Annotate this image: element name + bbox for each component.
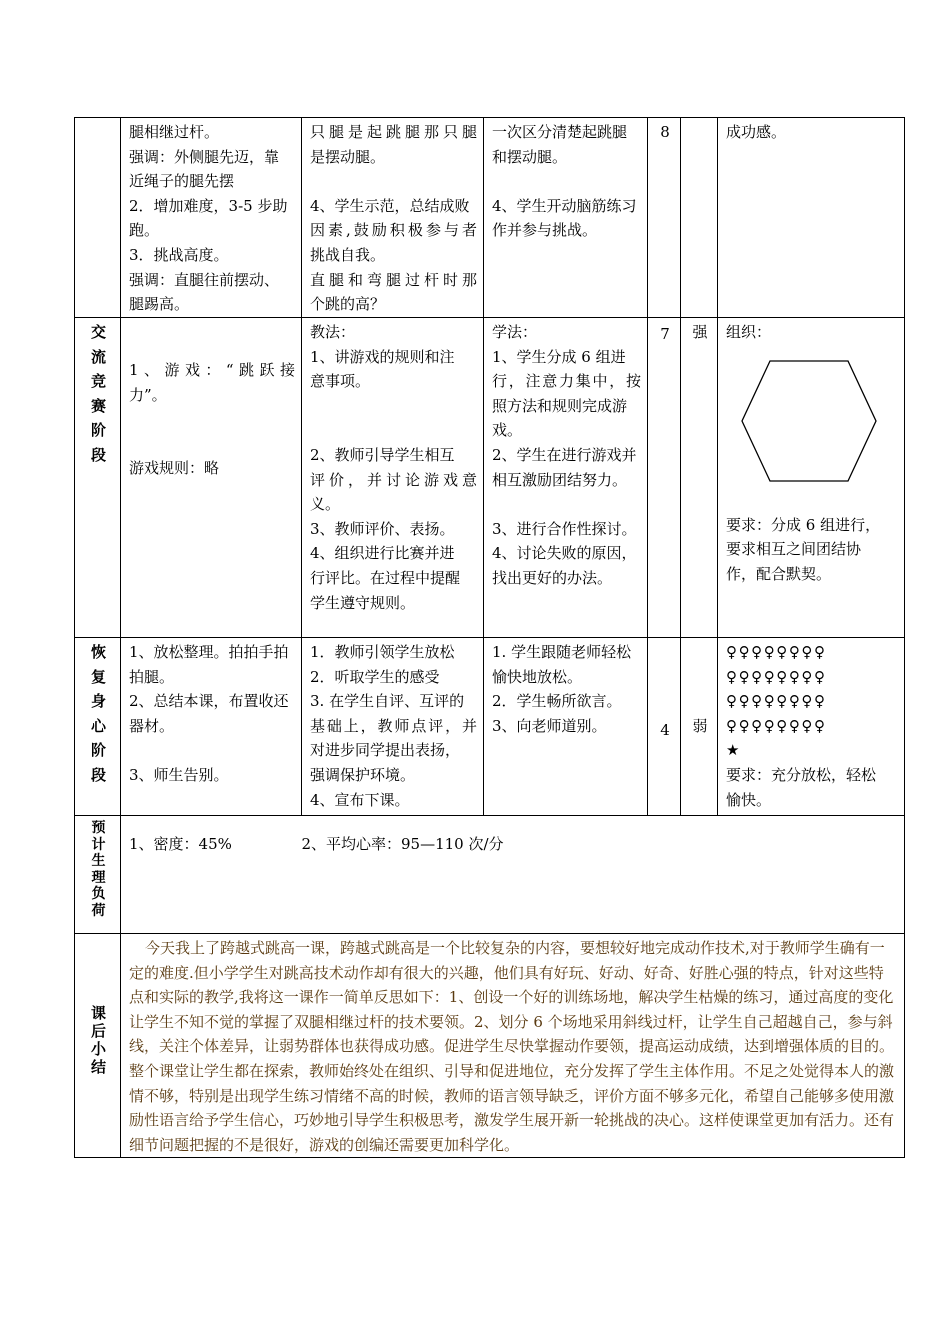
teaching-line: 意事项。	[310, 372, 371, 391]
time-value: 4	[660, 721, 670, 739]
stage-char: 阶	[91, 741, 107, 760]
spacer	[310, 394, 477, 419]
intensity-cell	[681, 638, 718, 816]
teaching-method-cell	[302, 118, 484, 318]
teacher-star-icon: ★	[726, 741, 740, 760]
spacer	[129, 738, 295, 763]
teaching-line: 个跳的高？	[310, 295, 386, 314]
row-continuation	[75, 118, 905, 318]
formation-row: ♀♀♀♀♀♀♀♀	[726, 643, 827, 661]
learning-line: 3、进行合作性探讨。	[492, 519, 637, 538]
formation-row: ♀♀♀♀♀♀♀♀	[726, 667, 827, 686]
content-line: 近绳子的腿先摆	[129, 172, 235, 191]
teaching-line: 基础上，教师点评，并	[310, 716, 477, 735]
spacer	[492, 492, 641, 517]
content-line: 腿相继过杆。	[129, 123, 220, 141]
content-line: 拍腿。	[129, 667, 175, 686]
heart-rate-value: 2、平均心率：95—110 次/分	[301, 835, 504, 853]
content-line: 力”。	[129, 385, 167, 404]
learning-line: 戏。	[492, 421, 523, 440]
org-label: 组织：	[726, 323, 772, 341]
stage-char: 课	[91, 1004, 107, 1022]
stage-char: 复	[91, 667, 107, 686]
content-line: 强调：外侧腿先迈，靠	[129, 147, 280, 166]
learning-line: 愉快地放松。	[492, 667, 583, 686]
stage-char: 小	[91, 1040, 107, 1058]
learning-method-cell	[484, 118, 648, 318]
stage-char: 流	[91, 347, 107, 366]
teaching-line: 4、宣布下课。	[310, 790, 410, 809]
stage-char: 段	[91, 445, 107, 464]
intensity-cell	[681, 118, 718, 318]
org-line: 成功感。	[726, 123, 787, 141]
stage-char: 心	[91, 716, 107, 735]
learning-method-cell	[484, 638, 648, 816]
time-cell	[648, 118, 681, 318]
content-line: 腿踢高。	[129, 295, 190, 314]
content-line: 跑。	[129, 221, 160, 240]
stage-char: 段	[91, 765, 107, 784]
teaching-line: 因素,鼓励积极参与者	[310, 221, 477, 240]
row-physiological-load	[75, 816, 905, 934]
row-recovery-stage	[75, 638, 905, 816]
stage-char: 交	[91, 323, 107, 341]
formation-row: ♀♀♀♀♀♀♀♀	[726, 692, 827, 711]
intensity-cell	[681, 318, 718, 638]
density-value: 1、密度：45%	[129, 835, 232, 853]
spacer	[492, 169, 641, 194]
teaching-line: 只腿是起跳腿那只腿	[310, 123, 477, 141]
spacer	[129, 432, 295, 457]
learning-line: 1、学生分成 6 组进	[492, 347, 626, 366]
spacer	[129, 407, 295, 432]
content-cell	[121, 118, 302, 318]
lesson-plan-table	[74, 117, 905, 1158]
spacer	[310, 169, 477, 194]
stage-label-reflection	[75, 934, 121, 1158]
content-line: 1、游戏：“跳跃接	[129, 361, 295, 379]
org-requirement-line: 作，配合默契。	[726, 564, 832, 583]
content-cell	[121, 318, 302, 638]
teaching-line: 4、组织进行比赛并进	[310, 544, 455, 563]
content-line: 2、总结本课，布置收还	[129, 692, 289, 711]
content-line: 3．挑战高度。	[129, 245, 229, 264]
time-value: 8	[660, 123, 670, 141]
stage-char: 阶	[91, 421, 107, 440]
stage-char: 后	[91, 1022, 107, 1040]
time-cell	[648, 638, 681, 816]
teaching-line: 3、教师评价、表扬。	[310, 519, 455, 538]
learning-method-cell	[484, 318, 648, 638]
org-requirement-line: 愉快。	[726, 790, 772, 809]
teaching-line: 4、学生示范，总结成败	[310, 196, 470, 215]
content-line: 强调：直腿往前摆动、	[129, 270, 280, 289]
teaching-line: 1、讲游戏的规则和注	[310, 347, 455, 366]
teaching-line: 2、教师引导学生相互	[310, 445, 455, 464]
learning-line: 学法：	[492, 323, 538, 341]
org-requirement-line: 要求相互之间团结协	[726, 540, 862, 559]
intensity-value: 强	[692, 323, 708, 341]
reflection-text: 今天我上了跨越式跳高一课，跨越式跳高是一个比较复杂的内容，要想较好地完成动作技术,对于教师学生确有一定的难度.但小学学生对跳高技术动作却有很大的兴趣，他们具有好玩、好动、好奇、好胜心强的特点，针对这些特点和实际的教学,我将这一课作一简单反思如下：1、创设一个好的训练场地，解决学生枯燥的练习，通过高度的变化让学生不知不觉的掌握了双腿相继过杆的技术要领。2、划分 6 个场地采用斜线过杆，让学生自己超越自己，参与斜线，关注个体差异，让弱势群体也获得成功感。促进学生尽快掌握动作要领，提高运动成绩，达到增强体质的目的。整个课堂让学生都在探索，教师始终处在组织、引导和促进地位，充分发挥了学生主体作用。不足之处觉得本人的激情不够，特别是出现学生练习情绪不高的时候，教师的语言领导缺乏，评价方面不够多元化，希望自己能够多使用激励性语言给予学生信心，巧妙地引导学生积极思考，激发学生展开新一轮挑战的决心。这样使课堂更加有活力。还有细节问题把握的不是很好，游戏的创编还需要更加科学化。	[121, 934, 905, 1158]
org-requirement-line: 要求：充分放松，轻松	[726, 765, 877, 784]
learning-line: 相互激励团结努力。	[492, 470, 628, 489]
stage-char: 结	[91, 1058, 107, 1076]
teaching-line: 评价，并讨论游戏意	[310, 470, 477, 489]
teaching-line: 挑战自我。	[310, 245, 386, 264]
teaching-line: 是摆动腿。	[310, 147, 386, 166]
content-line: 2．增加难度，3-5 步助	[129, 196, 288, 215]
organization-cell	[718, 638, 905, 816]
row-competition-stage	[75, 318, 905, 638]
organization-cell	[718, 318, 905, 638]
teaching-line: 强调保护环境。	[310, 765, 416, 784]
learning-line: 1. 学生跟随老师轻松	[492, 643, 632, 661]
time-cell	[648, 318, 681, 638]
content-line: 1、放松整理。拍拍手拍	[129, 643, 289, 661]
hexagon-formation-icon	[730, 349, 890, 499]
time-value: 7	[660, 325, 670, 343]
teaching-line: 学生遵守规则。	[310, 593, 416, 612]
stage-char: 身	[91, 692, 107, 711]
teaching-line: 1．教师引领学生放松	[310, 643, 455, 661]
teaching-line: 教法：	[310, 323, 356, 341]
learning-line: 和摆动腿。	[492, 147, 568, 166]
stage-char: 理	[91, 869, 106, 886]
stage-char: 计	[91, 836, 106, 853]
stage-label-load	[75, 816, 121, 934]
stage-char: 竞	[91, 372, 107, 391]
formation-row: ♀♀♀♀♀♀♀♀	[726, 716, 827, 735]
learning-line: 行，注意力集中，按	[492, 372, 641, 391]
stage-label-recovery	[75, 638, 121, 816]
teaching-line: 2．听取学生的感受	[310, 667, 440, 686]
stage-cell-empty	[75, 118, 121, 318]
teaching-line: 义。	[310, 495, 341, 514]
learning-line: 2．学生畅所欲言。	[492, 692, 622, 711]
teaching-method-cell	[302, 318, 484, 638]
content-cell	[121, 638, 302, 816]
stage-char: 赛	[91, 396, 107, 415]
teaching-line: 3. 在学生自评、互评的	[310, 692, 465, 711]
learning-line: 2、学生在进行游戏并	[492, 445, 637, 464]
org-requirement-line: 要求：分成 6 组进行，	[726, 515, 881, 534]
spacer	[310, 418, 477, 443]
row-reflection	[75, 934, 905, 1158]
teaching-line: 直腿和弯腿过杆时那	[310, 270, 477, 289]
learning-line: 4、讨论失败的原因，	[492, 544, 637, 563]
stage-label-competition	[75, 318, 121, 638]
learning-line: 一次区分清楚起跳腿	[492, 123, 628, 141]
learning-line: 4、学生开动脑筋练习	[492, 196, 637, 215]
teaching-method-cell	[302, 638, 484, 816]
stage-char: 恢	[91, 643, 107, 661]
content-line: 3、师生告别。	[129, 765, 229, 784]
content-line: 器材。	[129, 716, 175, 735]
intensity-value: 弱	[692, 717, 708, 735]
load-cell	[121, 816, 905, 934]
learning-line: 3、向老师道别。	[492, 716, 607, 735]
organization-cell	[718, 118, 905, 318]
learning-line: 照方法和规则完成游	[492, 396, 628, 415]
stage-char: 荷	[91, 902, 106, 919]
stage-char: 负	[91, 886, 106, 902]
stage-char: 生	[91, 853, 106, 869]
teaching-line: 行评比。在过程中提醒	[310, 568, 461, 587]
learning-line: 找出更好的办法。	[492, 568, 613, 587]
teaching-line: 对进步同学提出表扬，	[310, 741, 461, 760]
learning-line: 作并参与挑战。	[492, 221, 598, 240]
stage-char: 预	[91, 820, 106, 836]
content-line: 游戏规则：略	[129, 459, 220, 478]
